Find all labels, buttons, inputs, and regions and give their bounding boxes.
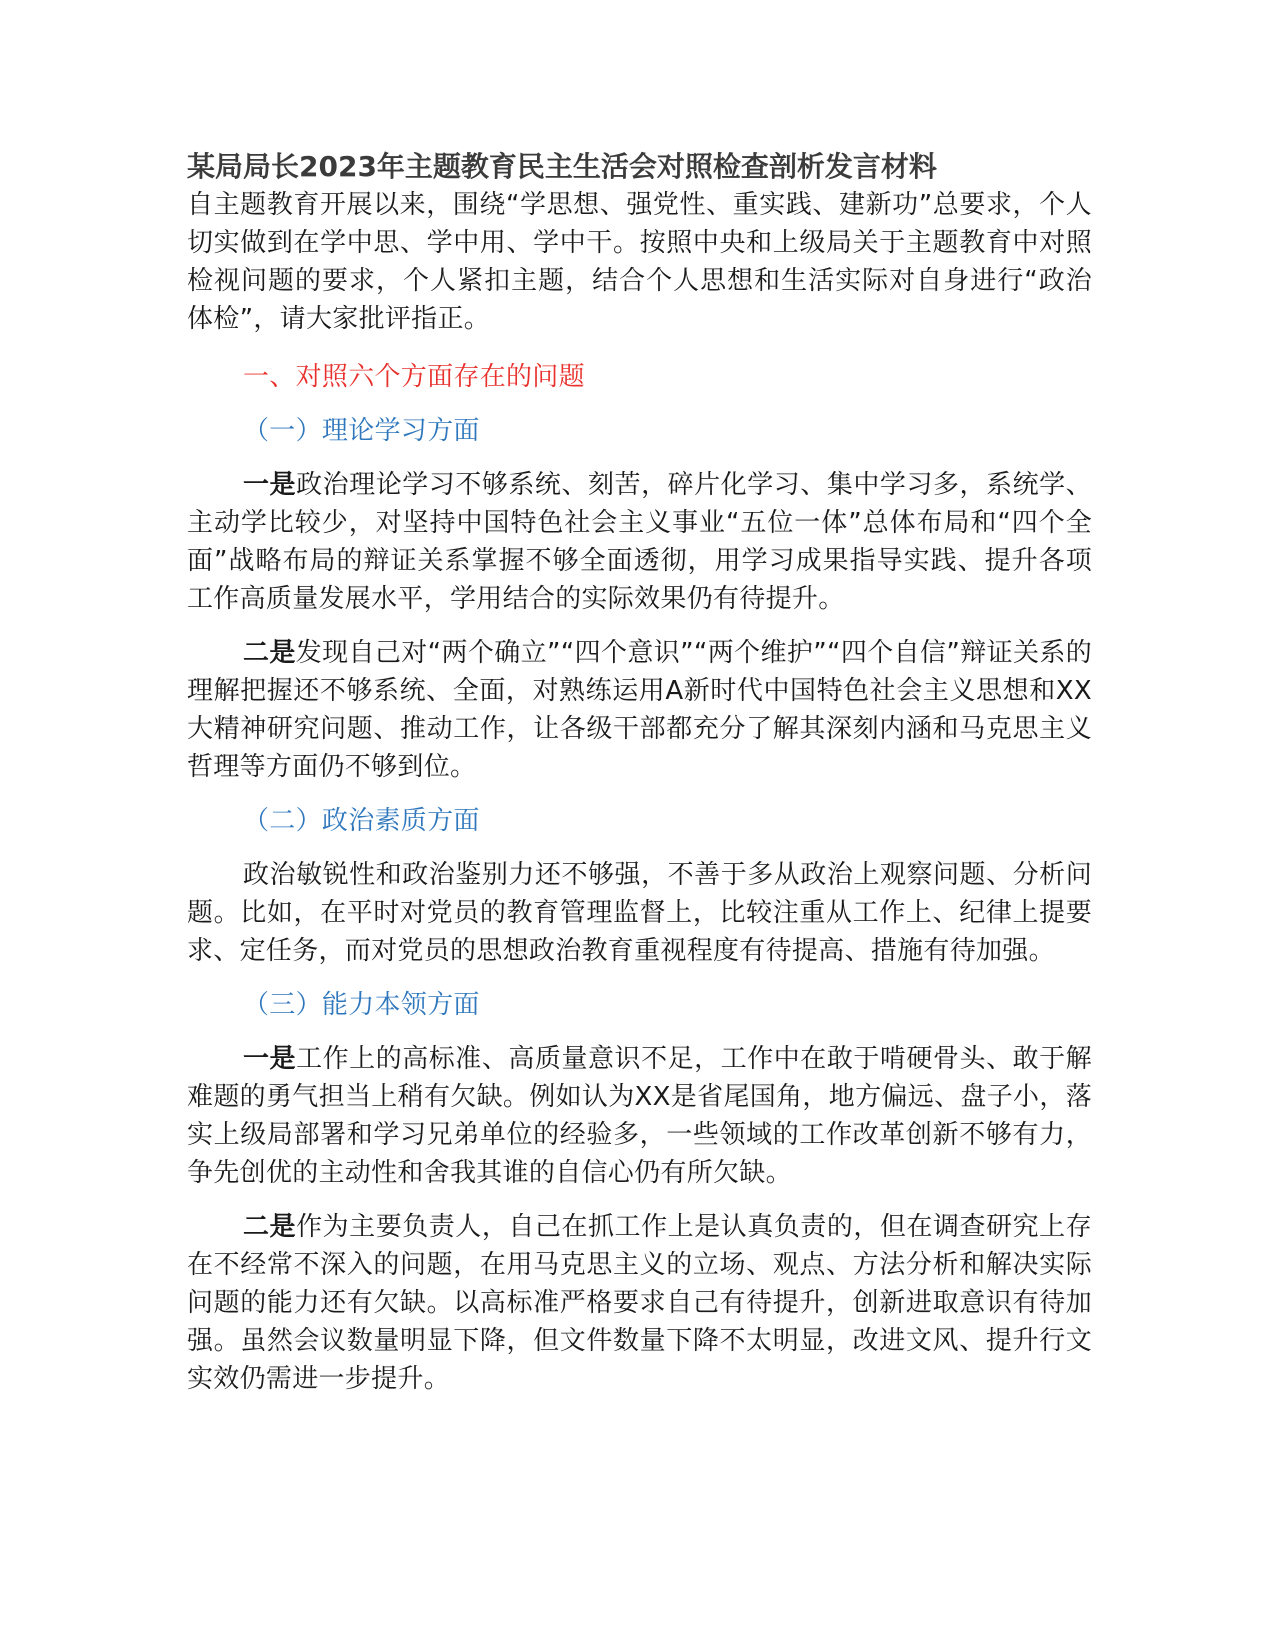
paragraph-ability-2: [187, 1208, 1092, 1398]
subsection-heading-political: （二）政治素质方面: [243, 806, 480, 836]
paragraph-lead: 二是: [243, 638, 296, 668]
paragraph-ability-1: [187, 1040, 1092, 1192]
paragraph-political-1: 政治敏锐性和政治鉴别力还不够强，不善于多从政治上观察问题、分析问题。比如，在平时对党员的教育管理监督上，比较注重从工作上、纪律上提要求、定任务，而对党员的思想政治教育重视程度有待提高、措施有待加强。: [187, 860, 1092, 966]
paragraph-lead: 二是: [243, 1212, 297, 1242]
intro-paragraph: 自主题教育开展以来，围绕“学思想、强党性、重实践、建新功”总要求，个人切实做到在学中思、学中用、学中干。按照中央和上级局关于主题教育中对照检视问题的要求，个人紧扣主题，结合个人思想和生活实际对自身进行“政治体检”，请大家批评指正。: [187, 190, 1092, 334]
section-heading: 一、对照六个方面存在的问题: [243, 362, 585, 392]
paragraph-theory-1: [187, 466, 1092, 618]
paragraph-text: 发现自己对“两个确立”“四个意识”“两个维护”“四个自信”辩证关系的理解把握还不够系统、全面，对熟练运用A新时代中国特色社会主义思想和XX大精神研究问题、推动工作，让各级干部都充分了解其深刻内涵和马克思主义哲理等方面仍不够到位。: [187, 638, 1092, 782]
document-title: 某局局长2023年主题教育民主生活会对照检查剖析发言材料: [187, 150, 937, 183]
paragraph-lead: 一是: [243, 470, 297, 500]
paragraph-lead: 一是: [243, 1044, 297, 1074]
subsection-heading-ability: （三）能力本领方面: [243, 990, 480, 1020]
paragraph-text: 工作上的高标准、高质量意识不足，工作中在敢于啃硬骨头、敢于解难题的勇气担当上稍有欠缺。例如认为XX是省尾国角，地方偏远、盘子小，落实上级局部署和学习兄弟单位的经验多，一些领域的工作改革创新不够有力，争先创优的主动性和舍我其谁的自信心仍有所欠缺。: [187, 1044, 1092, 1188]
paragraph-text: 作为主要负责人，自己在抓工作上是认真负责的，但在调查研究上存在不经常不深入的问题，在用马克思主义的立场、观点、方法分析和解决实际问题的能力还有欠缺。以高标准严格要求自己有待提升，创新进取意识有待加强。虽然会议数量明显下降，但文件数量下降不太明显，改进文风、提升行文实效仍需进一步提升。: [187, 1212, 1092, 1394]
paragraph-text: 政治理论学习不够系统、刻苦，碎片化学习、集中学习多，系统学、主动学比较少，对坚持中国特色社会主义事业“五位一体”总体布局和“四个全面”战略布局的辩证关系掌握不够全面透彻，用学习成果指导实践、提升各项工作高质量发展水平，学用结合的实际效果仍有待提升。: [187, 470, 1092, 614]
paragraph-theory-2: [187, 634, 1092, 786]
document-page: [187, 148, 1092, 1414]
subsection-heading-theory: （一）理论学习方面: [243, 416, 480, 446]
